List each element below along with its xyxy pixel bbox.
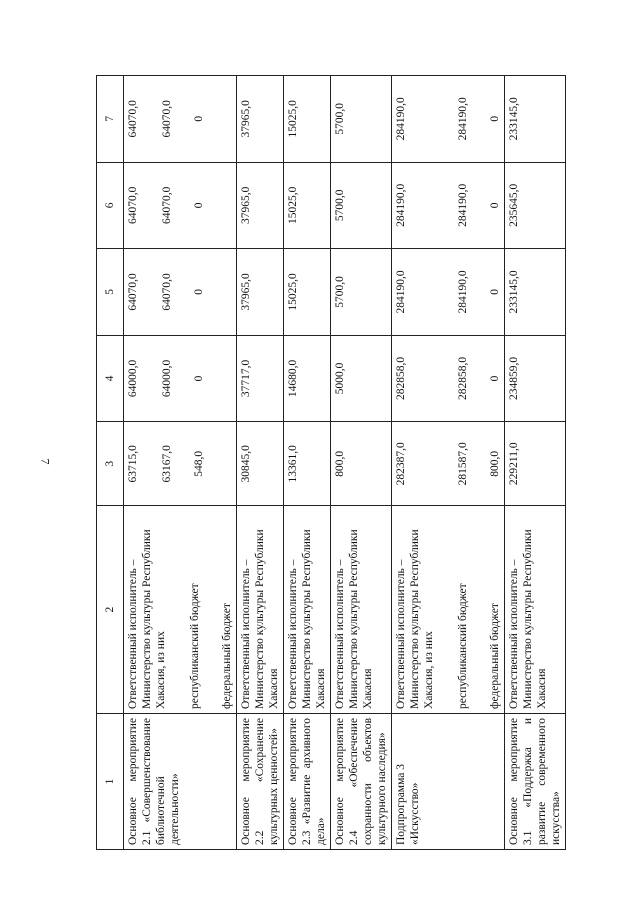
header-cell: 3 xyxy=(97,422,124,506)
header-cell: 2 xyxy=(97,506,124,714)
row-name: Основное мероприятие 2.4 «Обеспечение сохранности объектов культурного наследия» xyxy=(331,714,392,850)
value-cell: 5700,0 xyxy=(331,249,392,336)
row-name: Основное мероприятие 2.1 «Совершенствование библиотечной деятельности» xyxy=(124,714,237,850)
value-cell: 229211,0 xyxy=(505,422,566,506)
table-header-row xyxy=(97,76,124,850)
value-cell: 5000,0 xyxy=(331,335,392,422)
value-cell: 235645,0 xyxy=(505,162,566,249)
table-row xyxy=(331,76,392,850)
row-executor: Ответственный исполнитель – Министерство культуры Республики Хакасия xyxy=(505,506,566,714)
value-cell: 64070,0 64070,0 0 xyxy=(124,162,237,249)
sub-label: федеральный бюджет xyxy=(489,603,501,709)
value-cell: 284190,0 284190,0 0 xyxy=(392,249,505,336)
value-cell: 64000,0 64000,0 0 xyxy=(124,335,237,422)
value-cell: 282858,0 282858,0 0 xyxy=(392,335,505,422)
table-row xyxy=(505,76,566,850)
row-name: Основное мероприятие 2.2 «Сохранение культурных ценностей» xyxy=(237,714,284,850)
table-row xyxy=(124,76,237,850)
sub-label: республиканский бюджет xyxy=(457,583,469,709)
header-cell: 4 xyxy=(97,335,124,422)
value-cell: 13361,0 xyxy=(284,422,331,506)
budget-table xyxy=(96,75,566,850)
value-cell: 284190,0 284190,0 0 xyxy=(392,162,505,249)
budget-table-rotated xyxy=(96,75,562,850)
header-cell: 1 xyxy=(97,714,124,850)
value-cell: 15025,0 xyxy=(284,162,331,249)
value-cell: 5700,0 xyxy=(331,76,392,163)
value-cell: 37965,0 xyxy=(237,76,284,163)
row-executor: Ответственный исполнитель – Министерство культуры Республики Хакасия xyxy=(331,506,392,714)
row-executor: Ответственный исполнитель – Министерство культуры Республики Хакасия xyxy=(237,506,284,714)
value-cell: 234859,0 xyxy=(505,335,566,422)
row-name: Основное мероприятие 2.3 «Развитие архивного дела» xyxy=(284,714,331,850)
header-cell: 5 xyxy=(97,249,124,336)
row-name: Подпрограмма 3 «Искусство» xyxy=(392,714,505,850)
row-executor: Ответственный исполнитель – Министерство культуры Республики Хакасия, из них республиканский бюджет федеральный бюджет xyxy=(124,506,237,714)
value-cell: 64070,0 64070,0 0 xyxy=(124,76,237,163)
value-cell: 37965,0 xyxy=(237,249,284,336)
page-number: 7 xyxy=(38,458,53,465)
value-cell: 37965,0 xyxy=(237,162,284,249)
row-executor: Ответственный исполнитель – Министерство культуры Республики Хакасия xyxy=(284,506,331,714)
header-cell: 6 xyxy=(97,162,124,249)
table-row xyxy=(392,76,505,850)
header-cell: 7 xyxy=(97,76,124,163)
row-executor: Ответственный исполнитель – Министерство культуры Республики Хакасия, из них республиканский бюджет федеральный бюджет xyxy=(392,506,505,714)
row-name: Основное мероприятие 3.1 «Поддержка и развитие современного искусства» xyxy=(505,714,566,850)
value-cell: 800,0 xyxy=(331,422,392,506)
value-cell: 63715,0 63167,0 548,0 xyxy=(124,422,237,506)
value-cell: 37717,0 xyxy=(237,335,284,422)
value-cell: 30845,0 xyxy=(237,422,284,506)
value-cell: 282387,0 281587,0 800,0 xyxy=(392,422,505,506)
value-cell: 15025,0 xyxy=(284,249,331,336)
value-cell: 14680,0 xyxy=(284,335,331,422)
value-cell: 233145,0 xyxy=(505,249,566,336)
value-cell: 15025,0 xyxy=(284,76,331,163)
value-cell: 284190,0 284190,0 0 xyxy=(392,76,505,163)
sub-label: федеральный бюджет xyxy=(221,603,233,709)
value-cell: 233145,0 xyxy=(505,76,566,163)
table-row xyxy=(237,76,284,850)
value-cell: 5700,0 xyxy=(331,162,392,249)
table-row xyxy=(284,76,331,850)
value-cell: 64070,0 64070,0 0 xyxy=(124,249,237,336)
sub-label: республиканский бюджет xyxy=(189,583,201,709)
